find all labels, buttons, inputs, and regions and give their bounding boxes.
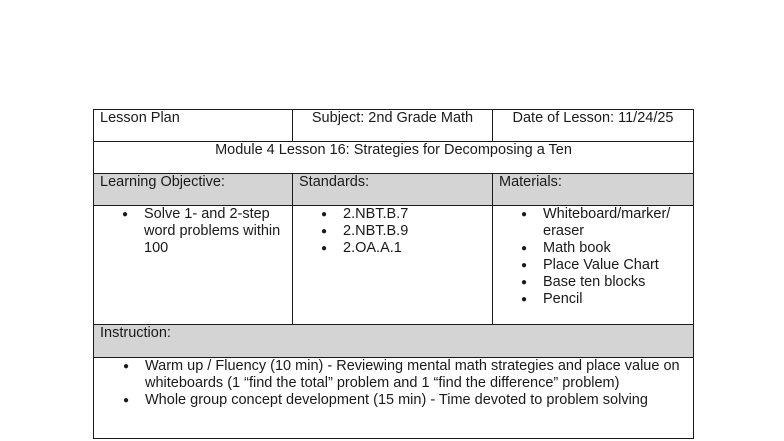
section-label-row [94, 174, 694, 206]
instruction-list [100, 358, 687, 409]
objective-cell [94, 206, 293, 325]
lesson-title: Module 4 Lesson 16: Strategies for Decomposing a Ten [94, 142, 694, 174]
lesson-plan-cell: Lesson Plan [94, 110, 293, 142]
instruction-content-row [94, 358, 694, 439]
standard-item: ● 2.NBT.B.7 [343, 206, 486, 223]
material-item: ● Math book [543, 240, 687, 257]
objective-item: ● Solve 1- and 2-step word problems within 100 [144, 206, 286, 257]
material-item: ● Base ten blocks [543, 274, 687, 291]
materials-cell [493, 206, 694, 325]
standard-item: ● 2.OA.A.1 [343, 240, 486, 257]
objective-label: Learning Objective: [94, 174, 293, 206]
material-item: ● Place Value Chart [543, 257, 687, 274]
materials-label: Materials: [493, 174, 694, 206]
lesson-plan-table [93, 109, 694, 439]
instruction-item: ● Whole group concept development (15 min) - Time devoted to problem solving [145, 392, 687, 409]
title-row [94, 142, 694, 174]
date-cell: Date of Lesson: 11/24/25 [493, 110, 694, 142]
materials-list [499, 206, 687, 308]
standards-cell [293, 206, 493, 325]
instruction-item: ● Warm up / Fluency (10 min) - Reviewing mental math strategies and place value on whiteboards (1 “find the total” problem and 1 “find the difference” problem) [145, 358, 687, 392]
instruction-label: Instruction: [94, 325, 694, 358]
subject-cell: Subject: 2nd Grade Math [293, 110, 493, 142]
standard-item: ● 2.NBT.B.9 [343, 223, 486, 240]
standards-list [299, 206, 486, 257]
section-content-row [94, 206, 694, 325]
material-item: ● Whiteboard/marker/ eraser [543, 206, 687, 240]
objective-list [100, 206, 286, 257]
instruction-cell [94, 358, 694, 439]
instruction-label-row [94, 325, 694, 358]
material-item: ● Pencil [543, 291, 687, 308]
standards-label: Standards: [293, 174, 493, 206]
header-row [94, 110, 694, 142]
